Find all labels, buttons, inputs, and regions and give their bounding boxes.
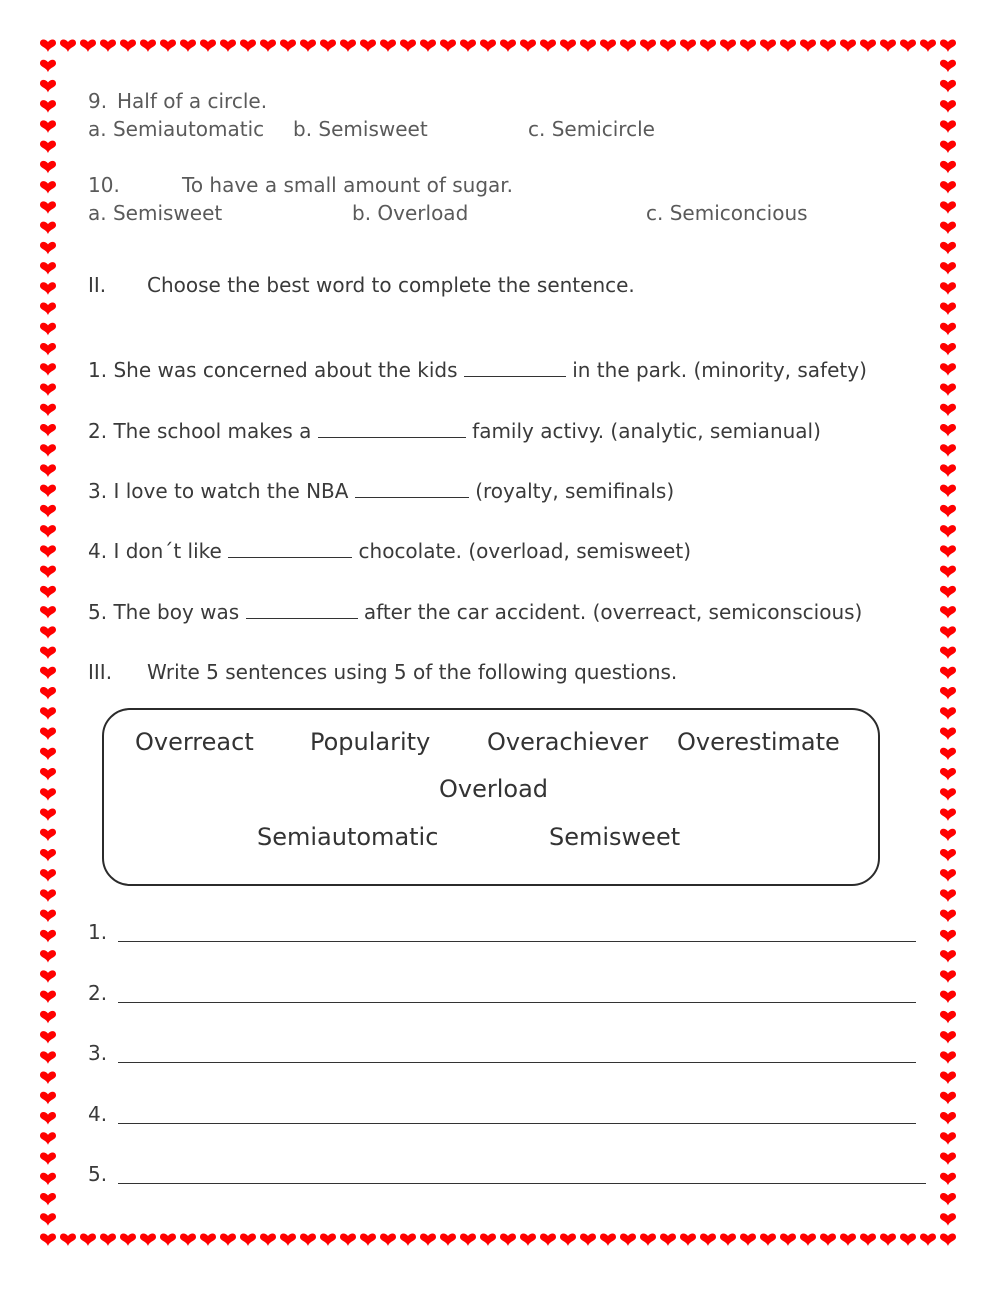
heart-icon <box>40 647 56 660</box>
heart-icon <box>840 39 856 52</box>
heart-icon <box>40 39 56 52</box>
heart-icon <box>40 303 56 316</box>
heart-icon <box>40 242 56 255</box>
heart-icon <box>40 849 56 862</box>
heart-icon <box>720 39 736 52</box>
heart-icon <box>880 39 896 52</box>
heart-icon <box>940 1072 956 1085</box>
heart-icon <box>940 606 956 619</box>
heart-icon <box>940 39 956 52</box>
heart-icon <box>680 1233 696 1246</box>
heart-icon <box>880 1233 896 1246</box>
heart-icon <box>200 1233 216 1246</box>
question-10-option-c: c. Semiconcious <box>646 201 808 225</box>
heart-icon <box>440 1233 456 1246</box>
heart-icon <box>360 39 376 52</box>
heart-icon <box>940 829 956 842</box>
sentence-2 <box>88 419 821 443</box>
heart-icon <box>840 1233 856 1246</box>
question-10-option-a: a. Semisweet <box>88 201 223 225</box>
heart-icon <box>660 39 676 52</box>
heart-icon <box>40 1031 56 1044</box>
heart-icon <box>780 39 796 52</box>
heart-icon <box>520 1233 536 1246</box>
heart-icon <box>620 1233 636 1246</box>
heart-icon <box>620 39 636 52</box>
heart-icon <box>860 1233 876 1246</box>
heart-icon <box>380 1233 396 1246</box>
heart-icon <box>40 1112 56 1125</box>
heart-icon <box>940 464 956 477</box>
heart-icon <box>940 262 956 275</box>
heart-icon <box>500 39 516 52</box>
answer-line-2-number: 2. <box>88 981 108 1005</box>
word-bank-word: Semisweet <box>549 823 681 851</box>
heart-icon <box>140 1233 156 1246</box>
answer-line-5-number: 5. <box>88 1162 108 1186</box>
heart-icon <box>40 100 56 113</box>
heart-icon <box>940 910 956 923</box>
question-9-text: Half of a circle. <box>117 89 268 113</box>
sentence-2-before: The school makes a <box>113 419 312 443</box>
heart-icon <box>40 950 56 963</box>
heart-icon <box>940 1051 956 1064</box>
heart-icon <box>40 586 56 599</box>
heart-icon <box>940 545 956 558</box>
heart-icon <box>940 80 956 93</box>
sentence-1-blank[interactable] <box>464 358 566 377</box>
heart-icon <box>360 1233 376 1246</box>
heart-icon <box>940 424 956 437</box>
heart-icon <box>940 950 956 963</box>
heart-icon <box>180 39 196 52</box>
heart-icon <box>940 485 956 498</box>
answer-line-1-number: 1. <box>88 920 108 944</box>
sentence-5-after: after the car accident. (overreact, semiconscious) <box>363 600 863 624</box>
heart-icon <box>940 728 956 741</box>
sentence-4-number: 4. <box>88 539 108 563</box>
heart-icon <box>220 1233 236 1246</box>
heart-icon <box>100 1233 116 1246</box>
heart-icon <box>40 768 56 781</box>
sentence-2-after: family activy. (analytic, semianual) <box>472 419 821 443</box>
heart-icon <box>40 667 56 680</box>
heart-icon <box>940 323 956 336</box>
heart-icon <box>40 687 56 700</box>
heart-icon <box>740 39 756 52</box>
answer-line-2[interactable] <box>118 1002 916 1003</box>
heart-icon <box>760 39 776 52</box>
heart-icon <box>40 930 56 943</box>
heart-icon <box>640 1233 656 1246</box>
heart-icon <box>40 707 56 720</box>
heart-icon <box>40 566 56 579</box>
heart-icon <box>800 1233 816 1246</box>
heart-icon <box>940 525 956 538</box>
question-10-text: To have a small amount of sugar. <box>182 173 514 197</box>
part-3-numeral: III. <box>88 660 113 684</box>
heart-icon <box>940 60 956 73</box>
heart-icon <box>80 39 96 52</box>
heart-icon <box>40 889 56 902</box>
answer-line-1[interactable] <box>118 941 916 942</box>
question-9-number: 9. <box>88 89 108 113</box>
heart-icon <box>40 282 56 295</box>
heart-icon <box>200 39 216 52</box>
sentence-1-before: She was concerned about the kids <box>113 358 458 382</box>
heart-icon <box>520 39 536 52</box>
heart-icon <box>380 39 396 52</box>
heart-icon <box>940 889 956 902</box>
answer-line-4-number: 4. <box>88 1102 108 1126</box>
heart-icon <box>320 1233 336 1246</box>
heart-icon <box>940 1213 956 1226</box>
heart-icon <box>900 39 916 52</box>
heart-icon <box>40 262 56 275</box>
sentence-4-blank[interactable] <box>228 539 352 558</box>
heart-icon <box>940 303 956 316</box>
heart-icon <box>280 1233 296 1246</box>
answer-line-5[interactable] <box>118 1183 926 1184</box>
heart-icon <box>260 39 276 52</box>
sentence-4-before: I don´t like <box>113 539 222 563</box>
heart-icon <box>940 808 956 821</box>
heart-icon <box>400 1233 416 1246</box>
heart-icon <box>940 707 956 720</box>
heart-icon <box>40 60 56 73</box>
heart-icon <box>940 1132 956 1145</box>
heart-icon <box>40 525 56 538</box>
heart-icon <box>940 141 956 154</box>
heart-icon <box>940 991 956 1004</box>
sentence-1-after: in the park. (minority, safety) <box>572 358 867 382</box>
heart-icon <box>460 39 476 52</box>
heart-icon <box>440 39 456 52</box>
heart-icon <box>940 768 956 781</box>
heart-icon <box>40 1193 56 1206</box>
question-9-option-b: b. Semisweet <box>293 117 428 141</box>
heart-icon <box>40 728 56 741</box>
heart-icon <box>420 1233 436 1246</box>
heart-icon <box>940 1011 956 1024</box>
heart-icon <box>900 1233 916 1246</box>
heart-icon <box>240 39 256 52</box>
heart-icon <box>800 39 816 52</box>
heart-icon <box>40 323 56 336</box>
heart-icon <box>940 383 956 396</box>
heart-icon <box>820 1233 836 1246</box>
heart-icon <box>340 1233 356 1246</box>
heart-icon <box>940 687 956 700</box>
heart-icon <box>660 1233 676 1246</box>
heart-icon <box>940 1173 956 1186</box>
heart-icon <box>760 1233 776 1246</box>
heart-icon <box>40 626 56 639</box>
heart-icon <box>40 970 56 983</box>
heart-icon <box>180 1233 196 1246</box>
sentence-3-blank[interactable] <box>355 479 469 498</box>
heart-icon <box>640 39 656 52</box>
heart-icon <box>940 120 956 133</box>
heart-icon <box>940 1193 956 1206</box>
sentence-5-number: 5. <box>88 600 108 624</box>
heart-icon <box>40 1072 56 1085</box>
heart-icon <box>40 829 56 842</box>
heart-icon <box>40 404 56 417</box>
heart-icon <box>940 1112 956 1125</box>
heart-icon <box>40 1153 56 1166</box>
heart-icon <box>480 1233 496 1246</box>
heart-icon <box>940 404 956 417</box>
sentence-4-after: chocolate. (overload, semisweet) <box>358 539 692 563</box>
heart-icon <box>940 1031 956 1044</box>
heart-icon <box>940 1233 956 1246</box>
sentence-2-number: 2. <box>88 419 108 443</box>
sentence-5-before: The boy was <box>113 600 240 624</box>
heart-icon <box>940 1153 956 1166</box>
part-3-instruction: Write 5 sentences using 5 of the following questions. <box>147 660 678 684</box>
heart-icon <box>940 100 956 113</box>
word-bank-word: Overreact <box>135 728 254 756</box>
heart-icon <box>160 1233 176 1246</box>
heart-icon <box>40 1092 56 1105</box>
heart-icon <box>40 80 56 93</box>
heart-icon <box>740 1233 756 1246</box>
sentence-3 <box>88 479 674 503</box>
heart-icon <box>40 363 56 376</box>
heart-icon <box>340 39 356 52</box>
heart-icon <box>940 505 956 518</box>
heart-icon <box>940 586 956 599</box>
question-10-number: 10. <box>88 173 120 197</box>
question-9-option-c: c. Semicircle <box>528 117 655 141</box>
heart-icon <box>120 39 136 52</box>
sentence-3-before: I love to watch the NBA <box>113 479 349 503</box>
heart-icon <box>940 970 956 983</box>
heart-icon <box>40 808 56 821</box>
heart-icon <box>260 1233 276 1246</box>
heart-icon <box>940 201 956 214</box>
heart-icon <box>100 39 116 52</box>
heart-icon <box>40 1051 56 1064</box>
heart-icon <box>940 444 956 457</box>
sentence-2-blank[interactable] <box>318 419 466 438</box>
heart-icon <box>40 545 56 558</box>
heart-icon <box>40 444 56 457</box>
word-bank-word: Overload <box>439 775 549 803</box>
heart-icon <box>700 39 716 52</box>
heart-icon <box>40 606 56 619</box>
heart-icon <box>580 1233 596 1246</box>
heart-icon <box>40 161 56 174</box>
word-bank-word: Overestimate <box>677 728 840 756</box>
heart-icon <box>940 869 956 882</box>
heart-icon <box>940 282 956 295</box>
heart-icon <box>940 1092 956 1105</box>
heart-icon <box>80 1233 96 1246</box>
heart-icon <box>40 485 56 498</box>
heart-icon <box>860 39 876 52</box>
heart-icon <box>940 343 956 356</box>
heart-icon <box>580 39 596 52</box>
heart-icon <box>40 1173 56 1186</box>
heart-icon <box>40 424 56 437</box>
heart-icon <box>60 1233 76 1246</box>
heart-icon <box>40 869 56 882</box>
answer-line-4[interactable] <box>118 1123 916 1124</box>
heart-icon <box>460 1233 476 1246</box>
word-bank-word: Popularity <box>310 728 431 756</box>
heart-icon <box>140 39 156 52</box>
question-9-option-a: a. Semiautomatic <box>88 117 265 141</box>
heart-icon <box>940 222 956 235</box>
answer-line-3[interactable] <box>118 1062 916 1063</box>
heart-icon <box>40 1132 56 1145</box>
heart-icon <box>940 242 956 255</box>
heart-icon <box>40 464 56 477</box>
heart-icon <box>940 667 956 680</box>
word-bank-word: Overachiever <box>487 728 649 756</box>
heart-icon <box>820 39 836 52</box>
heart-icon <box>920 39 936 52</box>
heart-icon <box>940 849 956 862</box>
heart-icon <box>940 566 956 579</box>
heart-icon <box>700 1233 716 1246</box>
heart-icon <box>40 788 56 801</box>
heart-icon <box>160 39 176 52</box>
heart-icon <box>500 1233 516 1246</box>
heart-icon <box>320 39 336 52</box>
heart-icon <box>40 201 56 214</box>
heart-icon <box>40 991 56 1004</box>
word-bank-word: Semiautomatic <box>257 823 439 851</box>
heart-icon <box>940 647 956 660</box>
heart-icon <box>600 39 616 52</box>
heart-icon <box>40 1011 56 1024</box>
heart-icon <box>220 39 236 52</box>
heart-icon <box>940 161 956 174</box>
sentence-5-blank[interactable] <box>246 600 358 619</box>
sentence-4 <box>88 539 691 563</box>
heart-icon <box>780 1233 796 1246</box>
heart-icon <box>540 1233 556 1246</box>
heart-icon <box>680 39 696 52</box>
heart-icon <box>560 39 576 52</box>
heart-icon <box>40 910 56 923</box>
heart-icon <box>40 222 56 235</box>
heart-icon <box>300 1233 316 1246</box>
heart-icon <box>720 1233 736 1246</box>
answer-line-3-number: 3. <box>88 1041 108 1065</box>
heart-icon <box>940 363 956 376</box>
heart-icon <box>480 39 496 52</box>
question-10-option-b: b. Overload <box>352 201 469 225</box>
heart-icon <box>540 39 556 52</box>
heart-icon <box>300 39 316 52</box>
heart-icon <box>40 1213 56 1226</box>
heart-icon <box>600 1233 616 1246</box>
heart-icon <box>940 181 956 194</box>
heart-icon <box>240 1233 256 1246</box>
heart-icon <box>40 1233 56 1246</box>
heart-icon <box>120 1233 136 1246</box>
heart-icon <box>40 383 56 396</box>
heart-icon <box>940 788 956 801</box>
heart-icon <box>60 39 76 52</box>
sentence-1-number: 1. <box>88 358 108 382</box>
part-2-numeral: II. <box>88 273 107 297</box>
sentence-1 <box>88 358 867 382</box>
heart-icon <box>40 505 56 518</box>
heart-icon <box>40 748 56 761</box>
heart-icon <box>940 930 956 943</box>
heart-icon <box>560 1233 576 1246</box>
sentence-3-number: 3. <box>88 479 108 503</box>
heart-icon <box>420 39 436 52</box>
sentence-3-after: (royalty, semifinals) <box>475 479 675 503</box>
heart-icon <box>920 1233 936 1246</box>
heart-icon <box>40 343 56 356</box>
part-2-instruction: Choose the best word to complete the sentence. <box>147 273 635 297</box>
heart-icon <box>40 141 56 154</box>
heart-icon <box>40 181 56 194</box>
heart-icon <box>940 748 956 761</box>
heart-icon <box>280 39 296 52</box>
sentence-5 <box>88 600 862 624</box>
heart-icon <box>400 39 416 52</box>
heart-icon <box>40 120 56 133</box>
heart-icon <box>940 626 956 639</box>
